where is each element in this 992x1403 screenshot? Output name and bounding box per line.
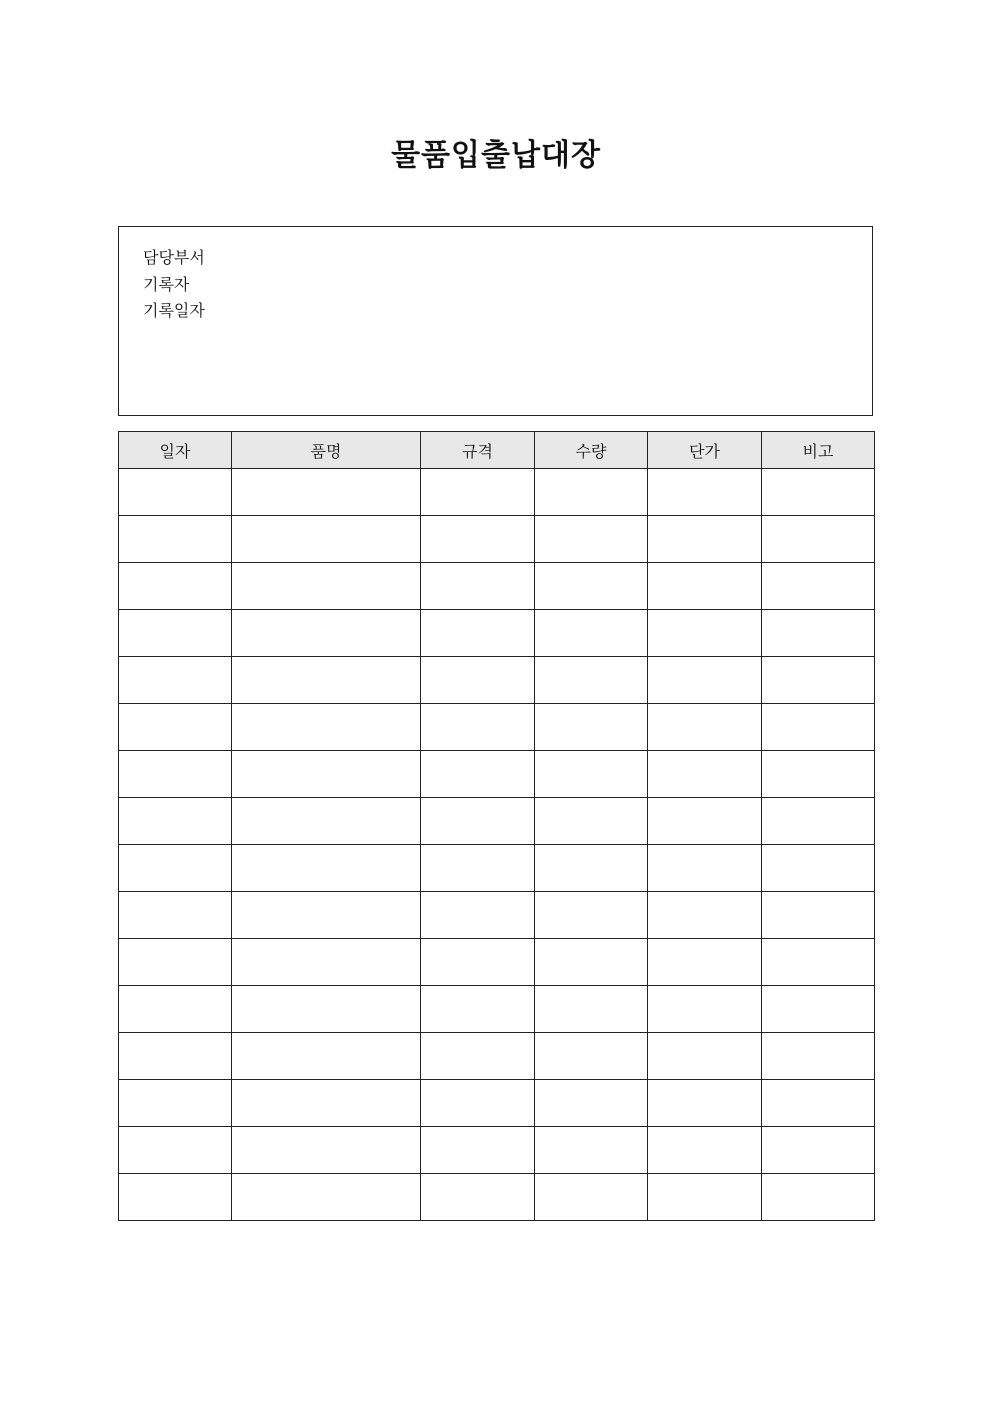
- cell-item-name[interactable]: [232, 751, 421, 798]
- cell-quantity[interactable]: [535, 516, 648, 563]
- cell-remarks[interactable]: [762, 516, 875, 563]
- table-header-row: [119, 432, 875, 469]
- cell-unit-price[interactable]: [648, 1080, 762, 1127]
- cell-quantity[interactable]: [535, 1127, 648, 1174]
- cell-remarks[interactable]: [762, 1127, 875, 1174]
- cell-unit-price[interactable]: [648, 751, 762, 798]
- cell-date[interactable]: [119, 751, 232, 798]
- cell-date[interactable]: [119, 469, 232, 516]
- cell-unit-price[interactable]: [648, 610, 762, 657]
- table-row: [119, 798, 875, 845]
- cell-spec[interactable]: [421, 469, 535, 516]
- cell-quantity[interactable]: [535, 1174, 648, 1221]
- table-row: [119, 1127, 875, 1174]
- cell-item-name[interactable]: [232, 798, 421, 845]
- cell-quantity[interactable]: [535, 657, 648, 704]
- cell-remarks[interactable]: [762, 1080, 875, 1127]
- cell-remarks[interactable]: [762, 1174, 875, 1221]
- header-spec: 규격: [421, 432, 535, 469]
- cell-unit-price[interactable]: [648, 1033, 762, 1080]
- cell-date[interactable]: [119, 1127, 232, 1174]
- cell-unit-price[interactable]: [648, 469, 762, 516]
- cell-spec[interactable]: [421, 751, 535, 798]
- cell-spec[interactable]: [421, 845, 535, 892]
- cell-unit-price[interactable]: [648, 986, 762, 1033]
- header-item-name: 품명: [232, 432, 421, 469]
- cell-remarks[interactable]: [762, 892, 875, 939]
- table-row: [119, 1174, 875, 1221]
- cell-item-name[interactable]: [232, 1174, 421, 1221]
- cell-spec[interactable]: [421, 892, 535, 939]
- recorder-label: 기록자: [143, 274, 190, 294]
- cell-quantity[interactable]: [535, 892, 648, 939]
- cell-date[interactable]: [119, 704, 232, 751]
- cell-unit-price[interactable]: [648, 939, 762, 986]
- cell-remarks[interactable]: [762, 798, 875, 845]
- cell-quantity[interactable]: [535, 1080, 648, 1127]
- table-row: [119, 516, 875, 563]
- table-row: [119, 845, 875, 892]
- table-row: [119, 751, 875, 798]
- header-unit-price: 단가: [648, 432, 762, 469]
- record-date-label: 기록일자: [143, 301, 205, 320]
- cell-date[interactable]: [119, 1033, 232, 1080]
- cell-date[interactable]: [119, 657, 232, 704]
- cell-unit-price[interactable]: [648, 1174, 762, 1221]
- cell-quantity[interactable]: [535, 469, 648, 516]
- cell-item-name[interactable]: [232, 469, 421, 516]
- cell-date[interactable]: [119, 516, 232, 563]
- cell-remarks[interactable]: [762, 469, 875, 516]
- cell-spec[interactable]: [421, 704, 535, 751]
- cell-spec[interactable]: [421, 798, 535, 845]
- department-label: 담당부서: [143, 248, 205, 267]
- cell-remarks[interactable]: [762, 845, 875, 892]
- cell-unit-price[interactable]: [648, 516, 762, 563]
- table-row: [119, 704, 875, 751]
- cell-item-name[interactable]: [232, 939, 421, 986]
- cell-date[interactable]: [119, 845, 232, 892]
- cell-quantity[interactable]: [535, 704, 648, 751]
- document-title: 물품입출납대장: [391, 138, 601, 173]
- cell-item-name[interactable]: [232, 657, 421, 704]
- header-quantity: 수량: [535, 432, 648, 469]
- cell-item-name[interactable]: [232, 563, 421, 610]
- cell-spec[interactable]: [421, 657, 535, 704]
- table-body: [119, 469, 875, 1221]
- cell-item-name[interactable]: [232, 892, 421, 939]
- cell-quantity[interactable]: [535, 751, 648, 798]
- table-row: [119, 469, 875, 516]
- header-remarks: 비고: [762, 432, 875, 469]
- cell-quantity[interactable]: [535, 986, 648, 1033]
- cell-unit-price[interactable]: [648, 1127, 762, 1174]
- table-row: [119, 610, 875, 657]
- table-row: [119, 563, 875, 610]
- cell-item-name[interactable]: [232, 610, 421, 657]
- cell-unit-price[interactable]: [648, 845, 762, 892]
- table-row: [119, 892, 875, 939]
- cell-item-name[interactable]: [232, 1033, 421, 1080]
- cell-item-name[interactable]: [232, 516, 421, 563]
- table-row: [119, 939, 875, 986]
- cell-spec[interactable]: [421, 1080, 535, 1127]
- cell-spec[interactable]: [421, 939, 535, 986]
- cell-remarks[interactable]: [762, 1033, 875, 1080]
- cell-unit-price[interactable]: [648, 798, 762, 845]
- cell-spec[interactable]: [421, 1127, 535, 1174]
- cell-spec[interactable]: [421, 563, 535, 610]
- cell-date[interactable]: [119, 798, 232, 845]
- table-row: [119, 1033, 875, 1080]
- cell-spec[interactable]: [421, 610, 535, 657]
- header-date: 일자: [119, 432, 232, 469]
- cell-remarks[interactable]: [762, 939, 875, 986]
- info-box: [118, 226, 873, 416]
- cell-item-name[interactable]: [232, 845, 421, 892]
- cell-unit-price[interactable]: [648, 563, 762, 610]
- cell-spec[interactable]: [421, 1033, 535, 1080]
- cell-remarks[interactable]: [762, 704, 875, 751]
- cell-item-name[interactable]: [232, 1127, 421, 1174]
- table-row: [119, 1080, 875, 1127]
- cell-date[interactable]: [119, 1080, 232, 1127]
- cell-quantity[interactable]: [535, 610, 648, 657]
- cell-quantity[interactable]: [535, 798, 648, 845]
- cell-spec[interactable]: [421, 986, 535, 1033]
- cell-date[interactable]: [119, 610, 232, 657]
- cell-quantity[interactable]: [535, 563, 648, 610]
- cell-remarks[interactable]: [762, 610, 875, 657]
- cell-spec[interactable]: [421, 1174, 535, 1221]
- ledger-table: [118, 431, 875, 1221]
- cell-date[interactable]: [119, 1174, 232, 1221]
- cell-date[interactable]: [119, 563, 232, 610]
- cell-unit-price[interactable]: [648, 704, 762, 751]
- cell-item-name[interactable]: [232, 986, 421, 1033]
- cell-quantity[interactable]: [535, 845, 648, 892]
- cell-remarks[interactable]: [762, 986, 875, 1033]
- cell-quantity[interactable]: [535, 1033, 648, 1080]
- cell-remarks[interactable]: [762, 657, 875, 704]
- cell-item-name[interactable]: [232, 704, 421, 751]
- cell-remarks[interactable]: [762, 563, 875, 610]
- cell-date[interactable]: [119, 939, 232, 986]
- cell-date[interactable]: [119, 892, 232, 939]
- cell-quantity[interactable]: [535, 939, 648, 986]
- cell-remarks[interactable]: [762, 751, 875, 798]
- table-row: [119, 657, 875, 704]
- cell-date[interactable]: [119, 986, 232, 1033]
- cell-item-name[interactable]: [232, 1080, 421, 1127]
- table-row: [119, 986, 875, 1033]
- cell-unit-price[interactable]: [648, 892, 762, 939]
- cell-spec[interactable]: [421, 516, 535, 563]
- cell-unit-price[interactable]: [648, 657, 762, 704]
